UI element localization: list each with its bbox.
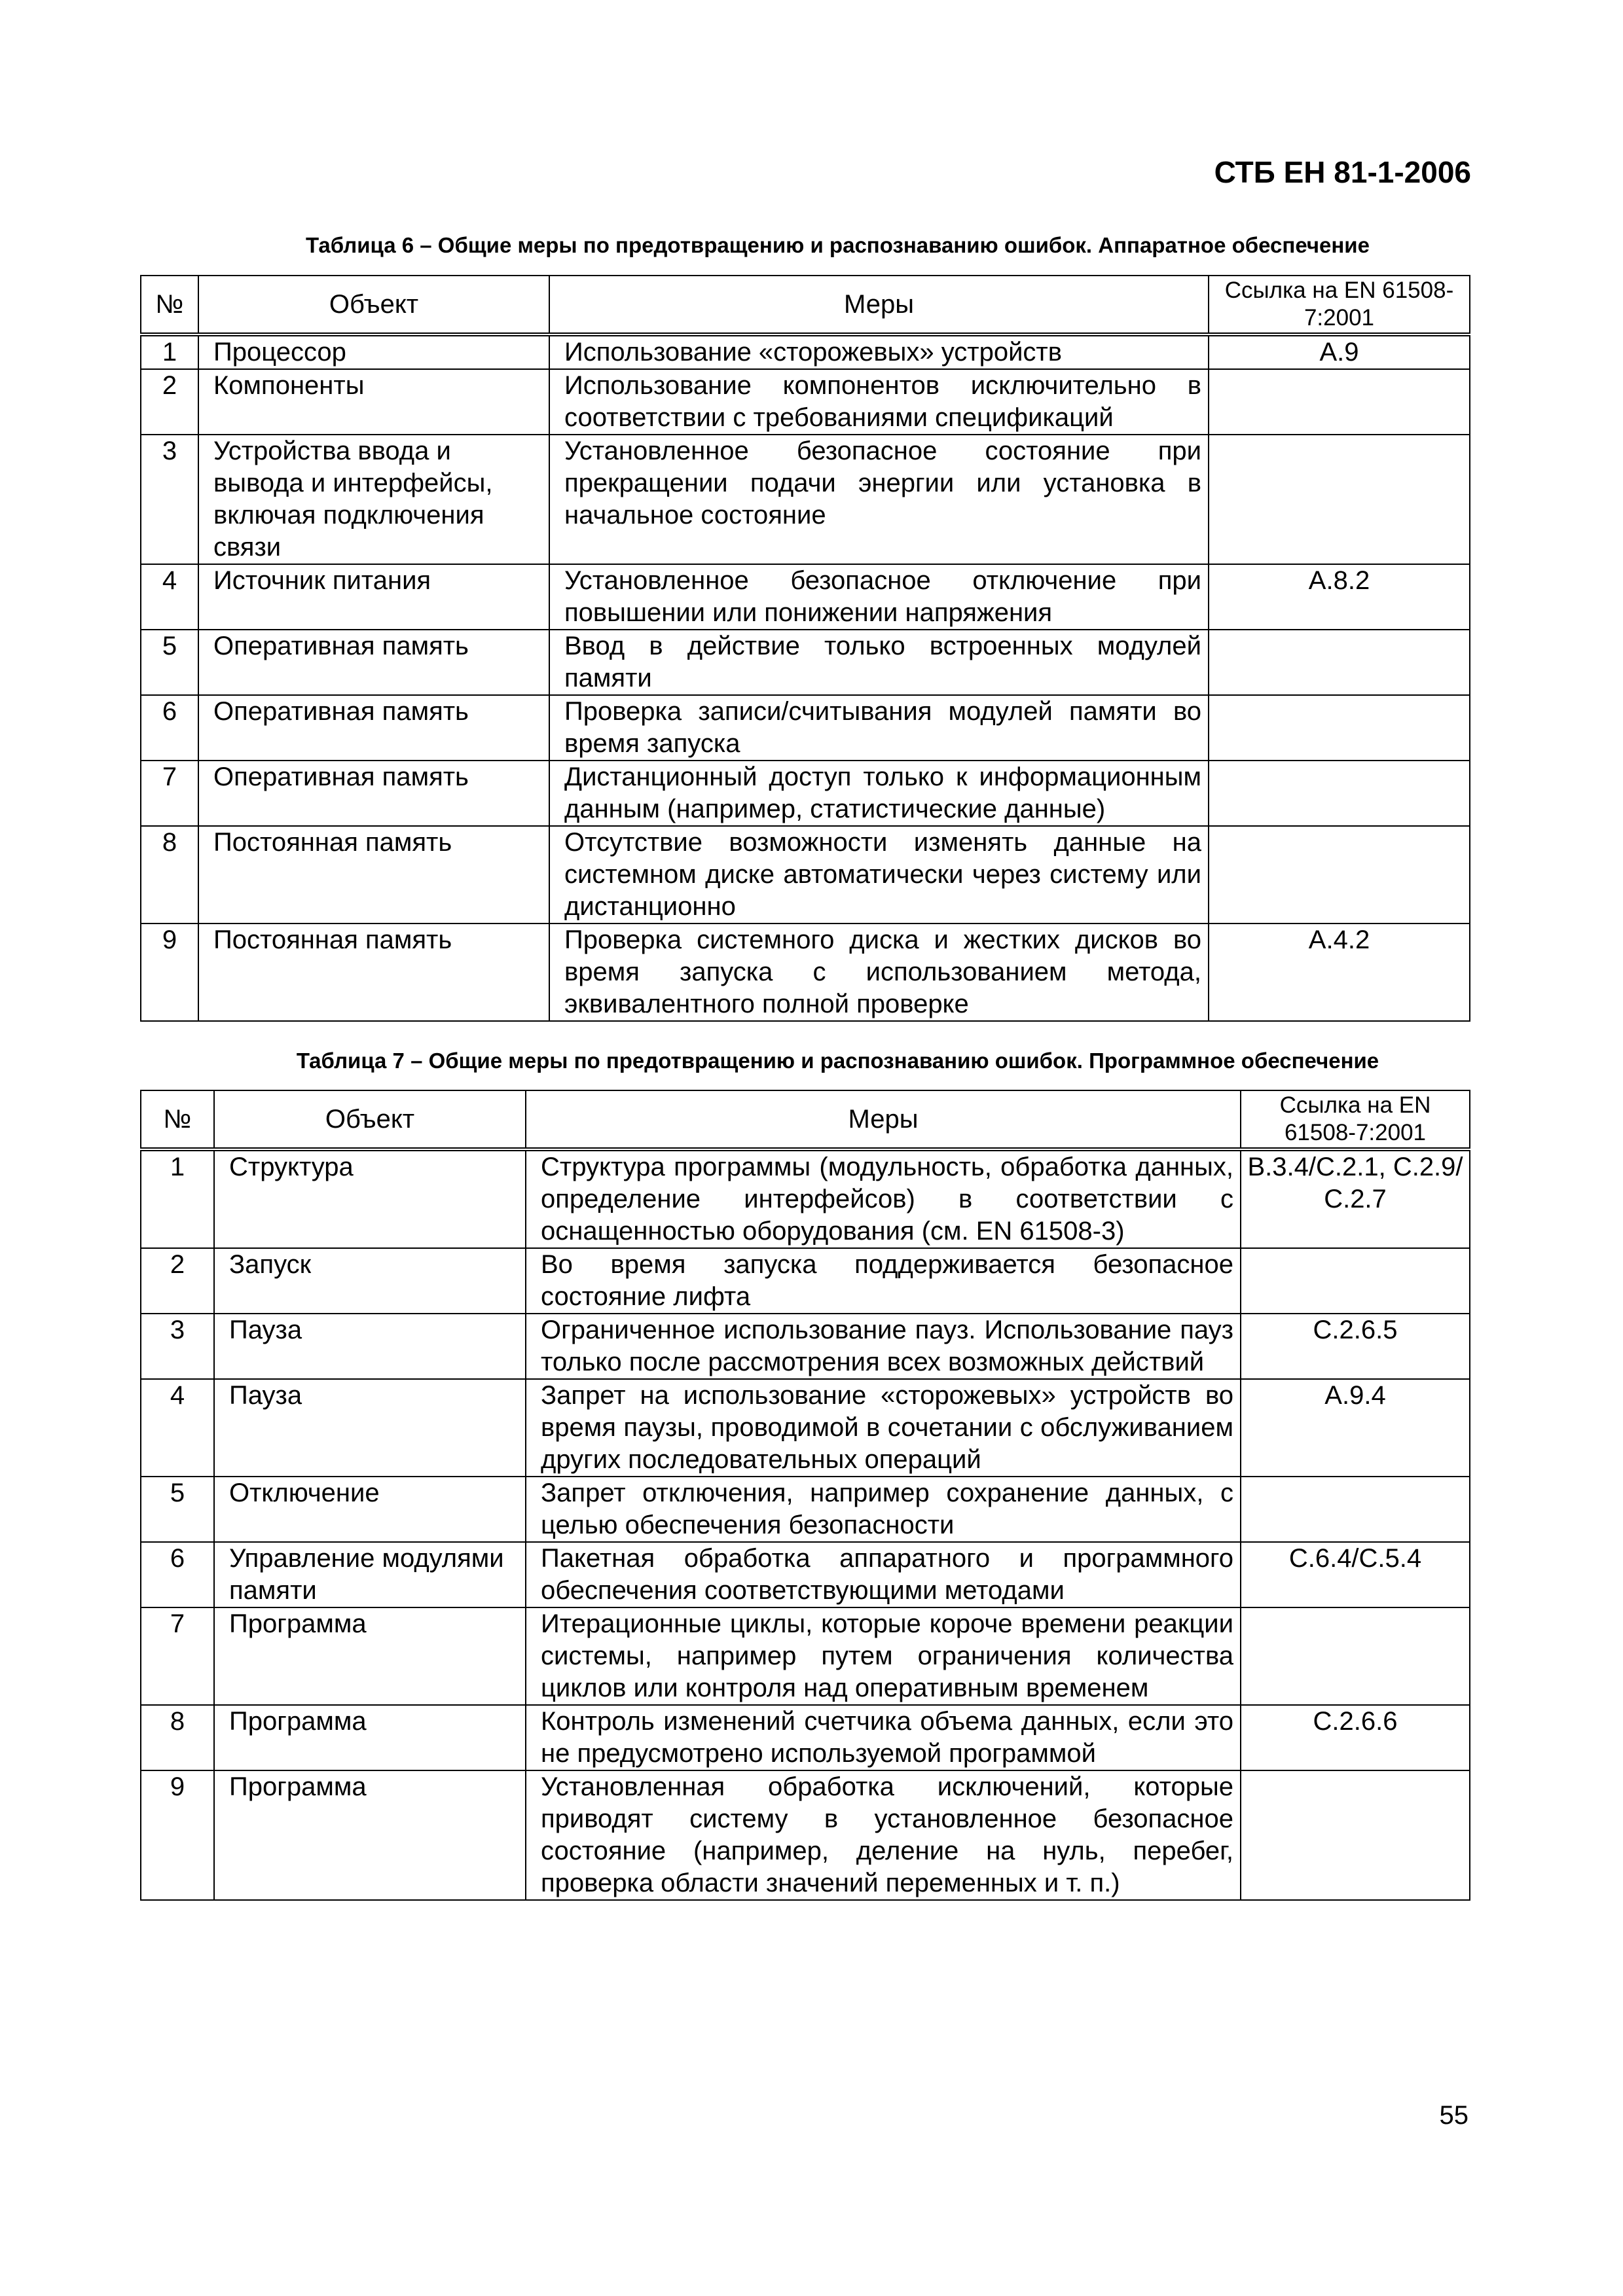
row-measures: Установленное безопасное состояние при прекращении подачи энергии или установка в начальное состояние: [549, 435, 1209, 564]
table-header-row: [141, 1090, 1470, 1149]
row-measures: Установленное безопасное отключение при повышении или понижении напряжения: [549, 564, 1209, 630]
row-number: 6: [141, 1542, 214, 1607]
row-object: Пауза: [214, 1379, 526, 1477]
row-reference: [1209, 761, 1470, 826]
row-object: Программа: [214, 1705, 526, 1770]
table-row: [141, 435, 1470, 564]
column-header-object: Объект: [198, 276, 549, 334]
row-number: 1: [141, 1149, 214, 1248]
table-row: [141, 1149, 1470, 1248]
table-7-caption: Таблица 7 – Общие меры по предотвращению и распознаванию ошибок. Программное обеспечение: [296, 1049, 1379, 1073]
row-reference: А.9.4: [1241, 1379, 1470, 1477]
table-row: [141, 761, 1470, 826]
table-7-body: [141, 1149, 1470, 1900]
table-row: [141, 334, 1470, 369]
row-object: Запуск: [214, 1248, 526, 1314]
row-measures: Во время запуска поддерживается безопасное состояние лифта: [526, 1248, 1241, 1314]
document-code: СТБ ЕН 81-1-2006: [1214, 155, 1471, 189]
row-object: Управление модулями памяти: [214, 1542, 526, 1607]
row-number: 5: [141, 1477, 214, 1542]
row-object: Процессор: [198, 334, 549, 369]
column-header-number: №: [141, 1090, 214, 1149]
table-row: [141, 1770, 1470, 1900]
row-measures: Пакетная обработка аппаратного и программного обеспечения соответствующими методами: [526, 1542, 1241, 1607]
column-header-measures: Меры: [549, 276, 1209, 334]
table-row: [141, 1314, 1470, 1379]
row-reference: [1209, 826, 1470, 924]
row-reference: [1241, 1248, 1470, 1314]
row-object: Оперативная память: [198, 630, 549, 695]
column-header-object: Объект: [214, 1090, 526, 1149]
table-row: [141, 1542, 1470, 1607]
column-header-measures: Меры: [526, 1090, 1241, 1149]
row-reference: А.9: [1209, 334, 1470, 369]
row-reference: [1209, 695, 1470, 761]
row-number: 8: [141, 826, 198, 924]
row-number: 3: [141, 1314, 214, 1379]
row-reference: А.4.2: [1209, 924, 1470, 1021]
row-measures: Запрет отключения, например сохранение данных, с целью обеспечения безопасности: [526, 1477, 1241, 1542]
row-measures: Контроль изменений счетчика объема данных, если это не предусмотрено используемой программой: [526, 1705, 1241, 1770]
row-measures: Структура программы (модульность, обработка данных, определение интерфейсов) в соответствии с оснащенностью оборудования (см. EN 61508-3): [526, 1149, 1241, 1248]
row-number: 3: [141, 435, 198, 564]
row-object: Устройства ввода и вывода и интерфейсы, включая подключения связи: [198, 435, 549, 564]
table-row: [141, 369, 1470, 435]
row-measures: Установленная обработка исключений, которые приводят систему в установленное безопасное состояние (например, деление на нуль, перебег, проверка области значений переменных и т. п.): [526, 1770, 1241, 1900]
row-object: Программа: [214, 1607, 526, 1705]
column-header-reference: Ссылка на EN 61508-7:2001: [1209, 276, 1470, 334]
table-row: [141, 695, 1470, 761]
row-object: Пауза: [214, 1314, 526, 1379]
table-row: [141, 564, 1470, 630]
table-6-caption: Таблица 6 – Общие меры по предотвращению и распознаванию ошибок. Аппаратное обеспечение: [306, 233, 1370, 257]
column-header-number: №: [141, 276, 198, 334]
table-7: [140, 1090, 1470, 1901]
table-row: [141, 1379, 1470, 1477]
row-measures: Ограниченное использование пауз. Использование пауз только после рассмотрения всех возможных действий: [526, 1314, 1241, 1379]
table-row: [141, 1477, 1470, 1542]
row-object: Программа: [214, 1770, 526, 1900]
row-reference: [1209, 369, 1470, 435]
row-number: 7: [141, 1607, 214, 1705]
row-measures: Отсутствие возможности изменять данные на системном диске автоматически через систему или дистанционно: [549, 826, 1209, 924]
row-number: 7: [141, 761, 198, 826]
row-object: Оперативная память: [198, 695, 549, 761]
row-measures: Использование «сторожевых» устройств: [549, 334, 1209, 369]
row-reference: С.2.6.6: [1241, 1705, 1470, 1770]
row-number: 6: [141, 695, 198, 761]
row-object: Структура: [214, 1149, 526, 1248]
row-number: 4: [141, 564, 198, 630]
row-number: 8: [141, 1705, 214, 1770]
row-number: 2: [141, 1248, 214, 1314]
row-measures: Дистанционный доступ только к информационным данным (например, статистические данные): [549, 761, 1209, 826]
row-object: Постоянная память: [198, 826, 549, 924]
column-header-reference: Ссылка на EN 61508-7:2001: [1241, 1090, 1470, 1149]
row-object: Постоянная память: [198, 924, 549, 1021]
row-object: Компоненты: [198, 369, 549, 435]
table-row: [141, 826, 1470, 924]
row-object: Отключение: [214, 1477, 526, 1542]
row-object: Источник питания: [198, 564, 549, 630]
row-reference: [1241, 1770, 1470, 1900]
row-measures: Ввод в действие только встроенных модулей памяти: [549, 630, 1209, 695]
page-number: 55: [1439, 2101, 1468, 2130]
row-reference: [1209, 435, 1470, 564]
row-number: 4: [141, 1379, 214, 1477]
row-reference: [1241, 1607, 1470, 1705]
row-measures: Итерационные циклы, которые короче времени реакции системы, например путем ограничения количества циклов или контроля над оперативным временем: [526, 1607, 1241, 1705]
row-measures: Проверка записи/считывания модулей памяти во время запуска: [549, 695, 1209, 761]
row-number: 1: [141, 334, 198, 369]
row-measures: Использование компонентов исключительно в соответствии с требованиями спецификаций: [549, 369, 1209, 435]
table-6: [140, 275, 1470, 1022]
row-reference: А.8.2: [1209, 564, 1470, 630]
table-header-row: [141, 276, 1470, 334]
row-number: 9: [141, 1770, 214, 1900]
row-reference: В.3.4/С.2.1, С.2.9/С.2.7: [1241, 1149, 1470, 1248]
row-number: 5: [141, 630, 198, 695]
row-reference: С.6.4/С.5.4: [1241, 1542, 1470, 1607]
table-row: [141, 1248, 1470, 1314]
table-row: [141, 1705, 1470, 1770]
row-reference: С.2.6.5: [1241, 1314, 1470, 1379]
row-measures: Проверка системного диска и жестких дисков во время запуска с использованием метода, эквивалентного полной проверке: [549, 924, 1209, 1021]
row-reference: [1241, 1477, 1470, 1542]
table-6-body: [141, 334, 1470, 1021]
row-object: Оперативная память: [198, 761, 549, 826]
row-number: 2: [141, 369, 198, 435]
row-number: 9: [141, 924, 198, 1021]
table-row: [141, 1607, 1470, 1705]
table-row: [141, 630, 1470, 695]
table-row: [141, 924, 1470, 1021]
row-measures: Запрет на использование «сторожевых» устройств во время паузы, проводимой в сочетании с обслуживанием других последовательных операций: [526, 1379, 1241, 1477]
row-reference: [1209, 630, 1470, 695]
